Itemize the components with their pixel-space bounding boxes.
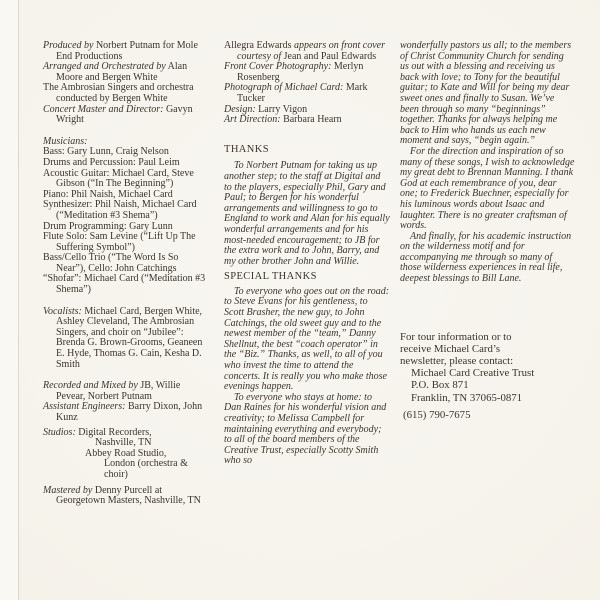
cover-note-phrase: appears on front cover courtesy of — [237, 40, 385, 62]
special-thanks-paragraph: wonderfully pastors us all; to the members of Christ Community Church for sending us out with a blessing and receiving us back with love; to Tony for the beautiful guitar; to Kate and Will for being my dear sweet ones and finally to Susan. We’ve been through so many “beginnings” together. Thanks for always helping me back to Him who hands us each new moment and says, “begin again.” — [400, 40, 572, 147]
special-thanks-paragraph: To everyone who stays at home: to Dan Raines for his wonderful vision and creativity; to Melissa Campbell for maintaining everything and everybody; to all of the board members of the Creative Trust, especially Scotty Smith who so — [224, 391, 387, 467]
musician-line: Drum Programming: Gary Lunn — [43, 220, 173, 232]
contact-phone: (615) 790-7675 — [403, 408, 471, 421]
studio-location: Nashville, TN — [95, 437, 152, 449]
musicians-section — [43, 137, 210, 296]
credit-line — [43, 62, 210, 83]
musician-line: Synthesizer: Phil Naish, Michael Card (“Meditation #3 Shema”) — [43, 199, 197, 221]
thanks-paragraph: To Norbert Putnam for taking us up another step; to the staff at Digital and to the players, especially Phil, Gary and Paul; to Bergen for his wonderful arrangements and willingness to go to England to work and Alan for his equally wonderful arrangements and for his most-needed encouragement; to JB for the extra work and to John, Barry, and my other brother John and Willie. — [224, 160, 390, 267]
credit-value: Mark Tucker — [237, 82, 368, 104]
studio-name: Abbey Road Studio, — [85, 447, 167, 459]
mastering-credit — [43, 486, 210, 507]
credit-line — [43, 402, 210, 423]
cover-note-name: Allegra Edwards — [224, 40, 292, 51]
cover-note — [224, 41, 390, 62]
special-thanks-paragraph: And finally, for his academic instruction on the wilderness motif and for accompanying me through so many of those wilderness experiences in real life, deepest blessings to Bill Lane. — [400, 230, 572, 285]
thanks-heading: THANKS — [224, 143, 269, 155]
contact-intro: For tour information or to receive Michael Card’s newsletter, please contact: — [400, 330, 514, 368]
credit-value: Larry Vigon — [258, 103, 308, 115]
cover-note-courtesy: Jean and Paul Edwards — [283, 50, 377, 62]
studios-label: Studios: — [43, 426, 76, 438]
special-thanks-paragraph: To everyone who goes out on the road: to Steve Evans for his gentleness, to Scott Brasher, the new guy, to John Catchings, the old sweet guy and to the newest member of the “team,” Danny Shellnut, the best “coach operator” in the “Biz.” Thanks, as well, to all of you who invest the time to attend the concerts. It is really you who make those evenings happen. — [224, 285, 390, 393]
contact-block — [400, 331, 575, 421]
credit-value: JB, Willie Pevear, Norbert Putnam — [56, 380, 181, 402]
credit-value: Gavyn Wright — [56, 103, 193, 126]
musician-line: Drums and Percussion: Paul Leim — [43, 156, 180, 168]
production-credits — [43, 41, 210, 126]
credit-line — [43, 41, 210, 62]
credits-column — [43, 41, 210, 507]
credit-line — [224, 62, 390, 83]
studios-section — [43, 428, 210, 481]
page-left-edge — [0, 0, 18, 600]
credit-line — [43, 83, 210, 104]
special-thanks-heading: SPECIAL THANKS — [224, 271, 317, 283]
credit-role: Photograph of Michael Card: — [224, 82, 344, 94]
credit-role: Produced by — [43, 40, 94, 51]
credit-line — [43, 381, 210, 402]
musician-line: Flute Solo: Sam Levine (“Lift Up The Suffering Symbol”) — [43, 231, 196, 253]
credit-role: Art Direction: — [224, 114, 281, 126]
credit-value: Norbert Putnam for Mole End Productions — [56, 40, 198, 62]
studio-name: Digital Recorders, — [78, 426, 152, 438]
credit-role: Assistant Engineers: — [43, 401, 126, 413]
special-thanks-paragraph: For the direction and inspiration of so many of these songs, I wish to acknowledge my great debt to Brennan Manning. I thank God at each remembrance of you, dear one; to Frederick Buechner, especially for his luminous words about Isaac and laughter. There is no greater craftsman of words. — [400, 145, 575, 232]
musician-line: Piano: Phil Naish, Michael Card — [43, 188, 173, 200]
credit-role: Concert Master and Director: — [43, 103, 164, 115]
musician-line: Acoustic Guitar: Michael Card, Steve Gibson (“In The Beginning”) — [43, 167, 194, 190]
engineering-section — [43, 381, 210, 423]
credit-value: Merlyn Rosenberg — [237, 61, 364, 83]
credit-role: Recorded and Mixed by — [43, 380, 138, 392]
musician-line: “Shofar”: Michael Card (“Meditation #3 Shema”) — [43, 273, 206, 296]
credit-role: Design: — [224, 103, 256, 115]
credit-value: The Ambrosian Singers and orchestra conducted by Bergen White — [43, 82, 194, 104]
credit-value: Barry Dixon, John Kunz — [56, 401, 203, 423]
vocalists-names: Michael Card, Bergen White, Ashley Cleveland, The Ambrosian Singers, and choir on “Jubilee”: Brenda G. Brown-Grooms, Geaneen E. Hyde, Thomas G. Cain, Kesha D. Smith — [56, 305, 203, 370]
credit-value: Denny Purcell at Georgetown Masters, Nashville, TN — [56, 484, 201, 507]
contact-city-zip: Franklin, TN 37065-0871 — [411, 391, 523, 404]
credit-line — [43, 105, 210, 126]
thanks-continuation-column — [400, 41, 575, 421]
studio-location: London (orchestra & choir) — [104, 458, 188, 480]
contact-org: Michael Card Creative Trust — [411, 367, 535, 380]
contact-po-box: P.O. Box 871 — [411, 379, 469, 392]
credit-line — [224, 83, 390, 104]
musicians-heading: Musicians: — [43, 135, 88, 147]
artwork-credits — [224, 41, 390, 126]
page-fold-line — [18, 0, 19, 600]
credit-line — [224, 115, 390, 126]
vocalists-label: Vocalists: — [43, 305, 82, 317]
vocalists-section — [43, 307, 210, 371]
credit-role: Front Cover Photography: — [224, 61, 332, 73]
thanks-column — [224, 41, 390, 467]
musician-line: Bass/Cello Trio (“The Word Is So Near”), Cello: John Catchings — [43, 252, 179, 274]
credit-role: Mastered by — [43, 484, 93, 496]
credit-role: Arranged and Orchestrated by — [43, 61, 166, 73]
musician-line: Bass: Gary Lunn, Craig Nelson — [43, 146, 169, 158]
credit-value: Barbara Hearn — [283, 114, 342, 126]
credit-value: Alan Moore and Bergen White — [56, 61, 188, 83]
